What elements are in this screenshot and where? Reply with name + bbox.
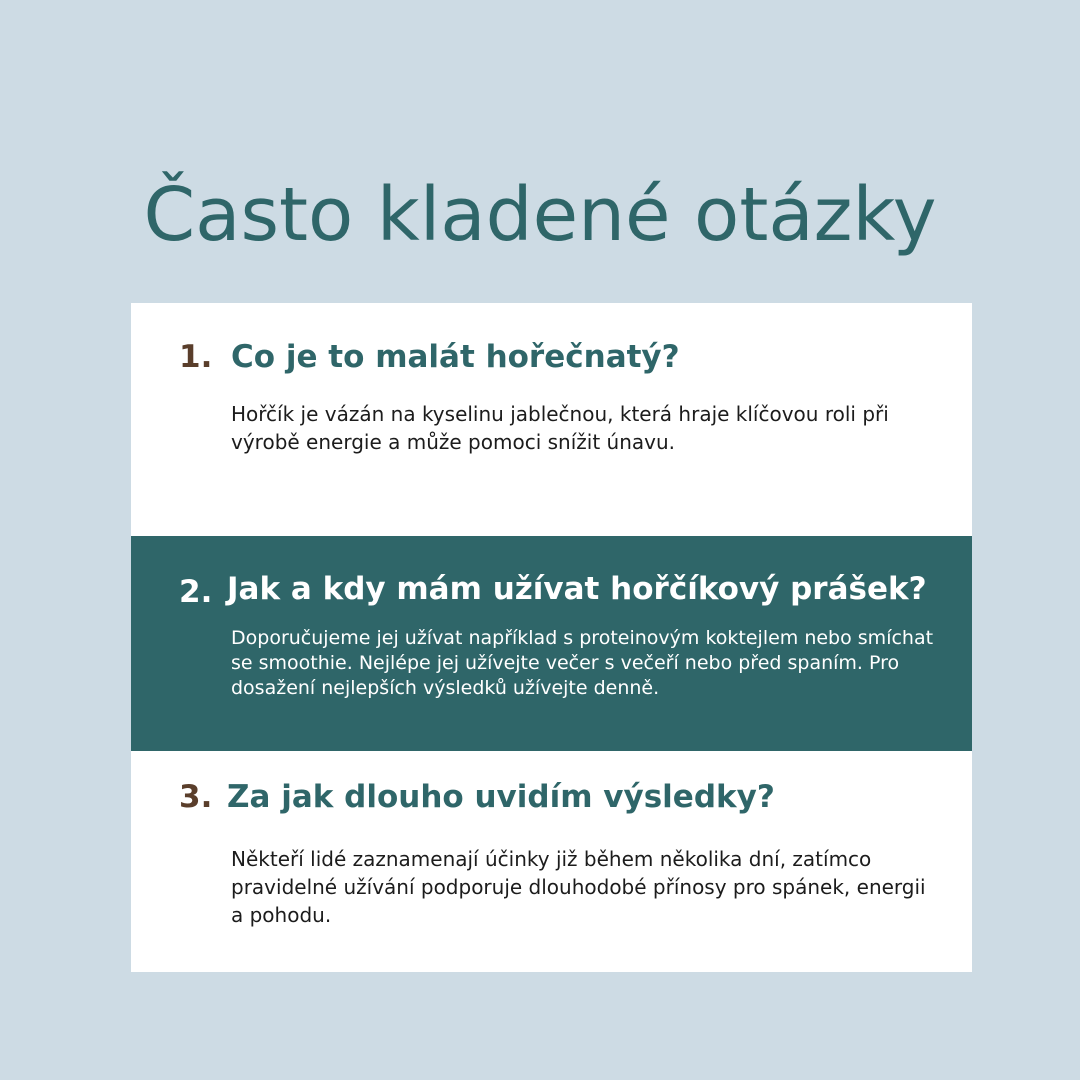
faq-item-1: [131, 303, 972, 536]
question-text: Jak a kdy mám užívat hořčíkový prášek?: [227, 571, 927, 607]
question-number: 2.: [179, 574, 213, 610]
question-number: 3.: [179, 779, 213, 815]
page-title: Často kladené otázky: [143, 172, 937, 258]
question-number: 1.: [179, 339, 213, 375]
answer-text: Někteří lidé zaznamenají účinky již během několika dní, zatímco pravidelné užívání podporuje dlouhodobé přínosy pro spánek, energii a pohodu.: [231, 847, 926, 927]
question-text: Za jak dlouho uvidím výsledky?: [227, 779, 775, 815]
answer-text: Doporučujeme jej užívat například s proteinovým koktejlem nebo smíchat se smoothie. Nejlépe jej užívejte večer s večeří nebo před spaním. Pro dosažení nejlepších výsledků užívejte denně.: [231, 627, 934, 699]
question-text: Co je to malát hořečnatý?: [231, 339, 680, 375]
answer-text: Hořčík je vázán na kyselinu jablečnou, která hraje klíčovou roli při výrobě energie a může pomoci snížit únavu.: [231, 402, 889, 454]
faq-card: [131, 303, 972, 972]
faq-item-3: [131, 751, 972, 972]
faq-item-2: [131, 536, 972, 751]
